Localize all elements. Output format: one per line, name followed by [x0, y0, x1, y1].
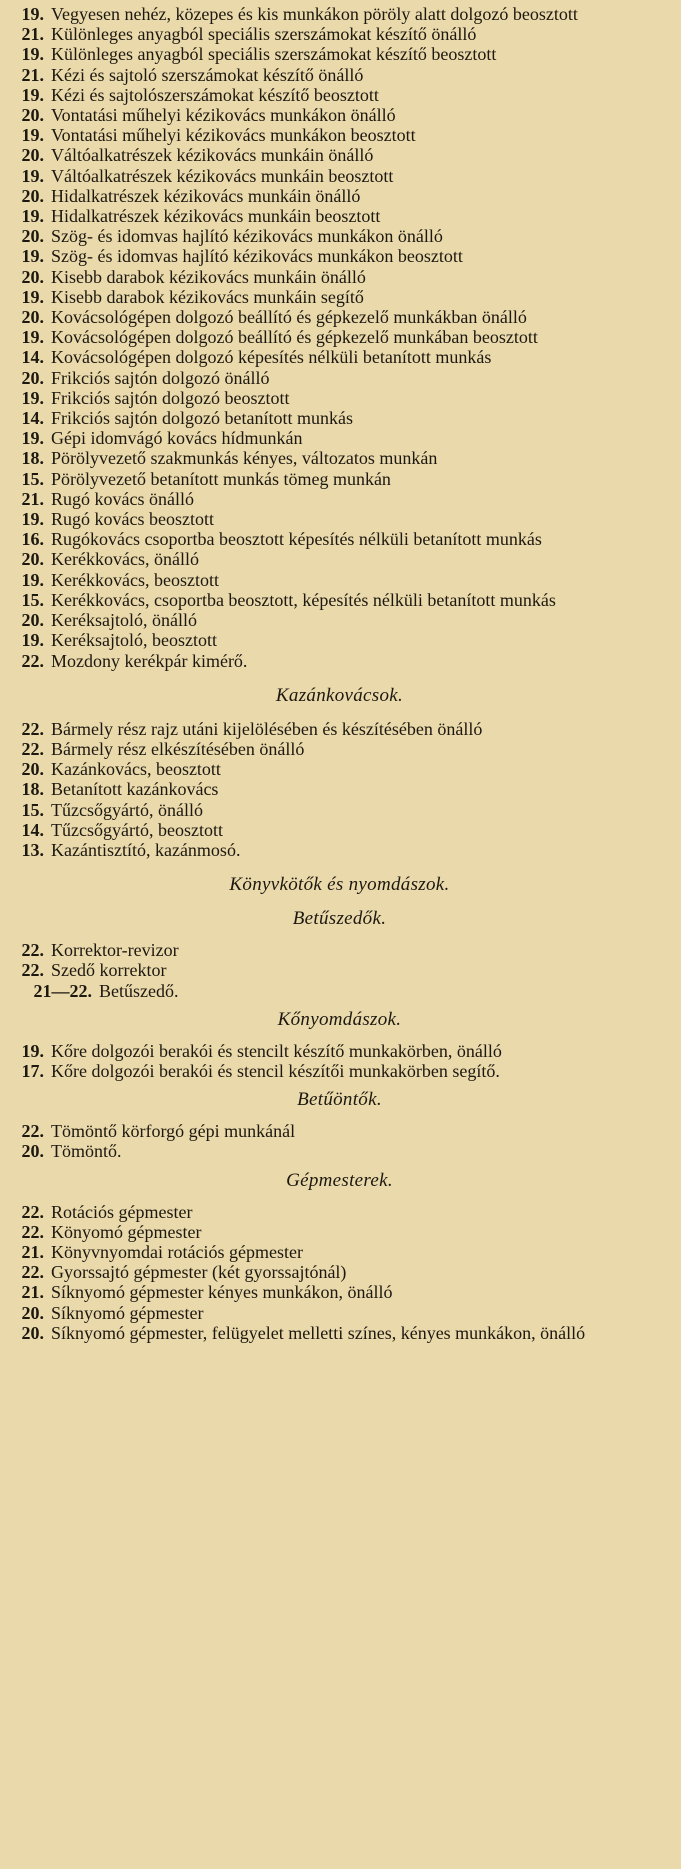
- wage-entry-range: [6, 981, 673, 1001]
- job-description: Vontatási műhelyi kézikovács munkákon beosztott: [51, 125, 416, 146]
- wage-category: 15.: [21, 799, 44, 820]
- wage-entry: [6, 388, 673, 408]
- job-description: Kerékkovács, beosztott: [51, 569, 219, 590]
- job-description: Kazánkovács, beosztott: [51, 759, 221, 780]
- wage-entry: [6, 448, 673, 468]
- subsection-heading-betuszedok: Betűszedők.: [292, 908, 387, 930]
- wage-category: 14.: [21, 408, 44, 429]
- wage-category: 19.: [21, 1040, 44, 1061]
- wage-entry: [6, 368, 673, 388]
- wage-category: 20.: [21, 145, 44, 166]
- job-description: Frikciós sajtón dolgozó önálló: [51, 367, 270, 388]
- wage-category: 19.: [21, 286, 44, 307]
- wage-category: 19.: [21, 569, 44, 590]
- subsection-heading-betuontok: Betűöntők.: [297, 1089, 382, 1111]
- wage-category: 18.: [21, 448, 44, 469]
- job-description: Tűzcsőgyártó, önálló: [51, 799, 203, 820]
- wage-category: 20.: [21, 266, 44, 287]
- wage-category: 13.: [21, 839, 44, 860]
- wage-category: 22.: [21, 960, 44, 981]
- wage-category: 22.: [21, 650, 44, 671]
- job-description: Betűszedő.: [99, 980, 179, 1001]
- wage-entry: [6, 226, 673, 246]
- job-description: Pörölyvezető szakmunkás kényes, változatos munkán: [51, 448, 438, 469]
- wage-list-betuszedok: [6, 940, 673, 980]
- wage-category: 22.: [21, 718, 44, 739]
- wage-entry: [6, 1202, 673, 1222]
- job-description: Váltóalkatrészek kézikovács munkáin önálló: [51, 145, 374, 166]
- wage-category: 19.: [21, 206, 44, 227]
- job-description: Síknyomó gépmester: [51, 1302, 204, 1323]
- wage-list-gepmesterek: [6, 1202, 673, 1343]
- wage-entry: [6, 1121, 673, 1141]
- job-description: Frikciós sajtón dolgozó betanított munkás: [51, 408, 353, 429]
- job-description: Váltóalkatrészek kézikovács munkáin beosztott: [51, 165, 394, 186]
- job-description: Gyorssajtó gépmester (két gyorssajtónál): [51, 1262, 347, 1283]
- wage-entry: [6, 428, 673, 448]
- wage-category: 21.: [21, 24, 44, 45]
- subsection-heading-konyomdaszok: Kőnyomdászok.: [277, 1008, 402, 1030]
- wage-entry: [6, 347, 673, 367]
- job-description: Keréksajtoló, önálló: [51, 610, 197, 631]
- wage-entry: [6, 469, 673, 489]
- wage-entry: [6, 489, 673, 509]
- wage-entry: [6, 739, 673, 759]
- wage-category: 20.: [21, 1141, 44, 1162]
- wage-entry: [6, 1282, 673, 1302]
- wage-entry: [6, 840, 673, 860]
- wage-category: 19.: [21, 44, 44, 65]
- wage-entry: [6, 1041, 673, 1061]
- job-description: Különleges anyagból speciális szerszámokat készítő beosztott: [51, 44, 497, 65]
- wage-category: 19.: [21, 165, 44, 186]
- wage-category: 20.: [21, 105, 44, 126]
- wage-category: 20.: [21, 185, 44, 206]
- wage-category: 19.: [21, 84, 44, 105]
- job-description: Kőre dolgozói berakói és stencilt készítő munkakörben, önálló: [51, 1040, 502, 1061]
- wage-entry: [6, 145, 673, 165]
- wage-category: 19.: [21, 509, 44, 530]
- wage-category: 14.: [21, 819, 44, 840]
- wage-category: 19.: [21, 125, 44, 146]
- job-description: Síknyomó gépmester, felügyelet melletti színes, kényes munkákon, önálló: [51, 1322, 586, 1343]
- wage-category: 20.: [21, 1322, 44, 1343]
- subsection-heading-gepmesterek: Gépmesterek.: [286, 1169, 393, 1191]
- job-description: Rugó kovács beosztott: [51, 509, 214, 530]
- job-description: Kőre dolgozói berakói és stencil készítői munkakörben segítő.: [51, 1060, 500, 1081]
- wage-category: 21.: [21, 1241, 44, 1262]
- wage-entry: [6, 529, 673, 549]
- job-description: Bármely rész rajz utáni kijelölésében és készítésében önálló: [51, 718, 483, 739]
- wage-entry: [6, 1222, 673, 1242]
- job-description: Vegyesen nehéz, közepes és kis munkákon pöröly alatt dolgozó beosztott: [51, 4, 578, 24]
- wage-entry: [6, 940, 673, 960]
- wage-entry: [6, 1141, 673, 1161]
- wage-category: 21.: [21, 488, 44, 509]
- wage-category: 20.: [21, 549, 44, 570]
- wage-list-metalwork: [6, 4, 673, 671]
- job-description: Kézi és sajtoló szerszámokat készítő önálló: [51, 64, 364, 85]
- job-description: Síknyomó gépmester kényes munkákon, önálló: [51, 1282, 393, 1303]
- job-description: Frikciós sajtón dolgozó beosztott: [51, 387, 290, 408]
- wage-entry: [6, 85, 673, 105]
- wage-entry: [6, 408, 673, 428]
- wage-list-betuontok: [6, 1121, 673, 1161]
- wage-category: 14.: [21, 347, 44, 368]
- wage-category: 19.: [21, 4, 44, 24]
- wage-entry: [6, 125, 673, 145]
- wage-entry: [6, 570, 673, 590]
- wage-category: 22.: [21, 1201, 44, 1222]
- job-description: Könyvnyomdai rotációs gépmester: [51, 1241, 303, 1262]
- job-description: Mozdony kerékpár kimérő.: [51, 650, 248, 671]
- job-description: Bármely rész elkészítésében önálló: [51, 738, 305, 759]
- wage-category: 19.: [21, 428, 44, 449]
- wage-entry: [6, 4, 673, 24]
- wage-entry: [6, 246, 673, 266]
- job-description: Kovácsológépen dolgozó beállító és gépkezelő munkákban önálló: [51, 307, 527, 328]
- wage-category: 19.: [21, 327, 44, 348]
- section-heading-kazankovacsok: Kazánkovácsok.: [275, 684, 404, 706]
- wage-category: 21.: [21, 64, 44, 85]
- wage-entry: [6, 206, 673, 226]
- wage-category: 19.: [21, 246, 44, 267]
- job-description: Tűzcsőgyártó, beosztott: [51, 819, 223, 840]
- wage-entry: [6, 24, 673, 44]
- wage-entry: [6, 1323, 673, 1343]
- wage-entry: [6, 166, 673, 186]
- wage-category: 20.: [21, 610, 44, 631]
- wage-entry: [6, 820, 673, 840]
- wage-entry: [6, 549, 673, 569]
- job-description: Rugókovács csoportba beosztott képesítés nélküli betanított munkás: [51, 529, 542, 550]
- wage-category: 20.: [21, 759, 44, 780]
- wage-entry: [6, 1262, 673, 1282]
- wage-entry: [6, 719, 673, 739]
- wage-category: 22.: [21, 1221, 44, 1242]
- wage-entry: [6, 630, 673, 650]
- wage-entry: [6, 1303, 673, 1323]
- wage-entry: [6, 800, 673, 820]
- section-heading-konyvkotok: Könyvkötők és nyomdászok.: [229, 874, 450, 896]
- wage-category: 18.: [21, 779, 44, 800]
- wage-category: 21.: [21, 1282, 44, 1303]
- job-description: Rugó kovács önálló: [51, 488, 194, 509]
- job-description: Tömöntő.: [51, 1141, 122, 1162]
- wage-category: 22.: [21, 940, 44, 961]
- wage-list-kazankovacsok: [6, 719, 673, 860]
- job-description: Kisebb darabok kézikovács munkáin segítő: [51, 286, 364, 307]
- wage-entry: [6, 779, 673, 799]
- wage-entry: [6, 267, 673, 287]
- wage-entry: [6, 1061, 673, 1081]
- job-description: Szög- és idomvas hajlító kézikovács munkákon beosztott: [51, 246, 463, 267]
- wage-entry: [6, 327, 673, 347]
- wage-entry: [6, 960, 673, 980]
- wage-entry: [6, 186, 673, 206]
- wage-category: 22.: [21, 1262, 44, 1283]
- wage-category: 20.: [21, 1302, 44, 1323]
- wage-entry: [6, 651, 673, 671]
- job-description: Korrektor-revizor: [51, 940, 179, 961]
- job-description: Tömöntő körforgó gépi munkánál: [51, 1121, 296, 1142]
- job-description: Kerékkovács, csoportba beosztott, képesítés nélküli betanított munkás: [51, 589, 556, 610]
- wage-category: 20.: [21, 226, 44, 247]
- wage-entry: [6, 759, 673, 779]
- job-description: Pörölyvezető betanított munkás tömeg munkán: [51, 468, 391, 489]
- job-description: Kovácsológépen dolgozó képesítés nélküli betanított munkás: [51, 347, 492, 368]
- job-description: Kazántisztító, kazánmosó.: [51, 839, 241, 860]
- wage-category: 21—22.: [33, 980, 92, 1001]
- wage-entry: [6, 44, 673, 64]
- job-description: Rotációs gépmester: [51, 1201, 193, 1222]
- wage-category: 15.: [21, 589, 44, 610]
- wage-entry: [6, 509, 673, 529]
- wage-category: 15.: [21, 468, 44, 489]
- job-description: Szedő korrektor: [51, 960, 167, 981]
- wage-entry: [6, 610, 673, 630]
- wage-entry: [6, 307, 673, 327]
- job-description: Könyomó gépmester: [51, 1221, 202, 1242]
- wage-category: 16.: [21, 529, 44, 550]
- job-description: Kerékkovács, önálló: [51, 549, 199, 570]
- job-description: Betanított kazánkovács: [51, 779, 219, 800]
- wage-entry: [6, 590, 673, 610]
- job-description: Kisebb darabok kézikovács munkáin önálló: [51, 266, 366, 287]
- wage-category: 20.: [21, 367, 44, 388]
- job-description: Kovácsológépen dolgozó beállító és gépkezelő munkában beosztott: [51, 327, 538, 348]
- job-description: Hidalkatrészek kézikovács munkáin beosztott: [51, 206, 381, 227]
- wage-list-konyomdaszok: [6, 1041, 673, 1081]
- wage-category: 19.: [21, 387, 44, 408]
- job-description: Hidalkatrészek kézikovács munkáin önálló: [51, 185, 361, 206]
- wage-entry: [6, 287, 673, 307]
- wage-category: 22.: [21, 738, 44, 759]
- wage-category: 17.: [21, 1060, 44, 1081]
- wage-category: 20.: [21, 307, 44, 328]
- job-description: Különleges anyagból speciális szerszámokat készítő önálló: [51, 24, 477, 45]
- wage-entry: [6, 105, 673, 125]
- wage-entry: [6, 65, 673, 85]
- job-description: Keréksajtoló, beosztott: [51, 630, 217, 651]
- wage-category: 19.: [21, 630, 44, 651]
- wage-entry: [6, 1242, 673, 1262]
- job-description: Kézi és sajtolószerszámokat készítő beosztott: [51, 84, 379, 105]
- job-description: Gépi idomvágó kovács hídmunkán: [51, 428, 303, 449]
- wage-category: 22.: [21, 1121, 44, 1142]
- job-description: Vontatási műhelyi kézikovács munkákon önálló: [51, 105, 396, 126]
- job-description: Szög- és idomvas hajlító kézikovács munkákon önálló: [51, 226, 443, 247]
